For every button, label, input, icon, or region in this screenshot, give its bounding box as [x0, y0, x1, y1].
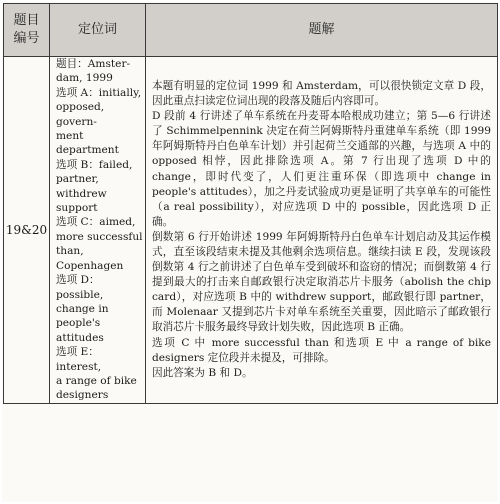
- keyword-line: than, Copenhagen: [56, 245, 124, 272]
- keyword-line: attitudes: [56, 331, 104, 344]
- explanation-paragraph: 本题有明显的定位词 1999 和 Amsterdam，可以很快锁定文章 D 段，因此重点扫读定位词出现的段落及随后内容即可。: [152, 79, 491, 108]
- keyword-line: change in people's: [56, 302, 109, 330]
- keywords-cell: [50, 57, 146, 404]
- explanation-paragraph: 选项 C 中 more successful than 和选项 E 中 a range of bike designers 定位段并未提及，可排除。: [152, 336, 491, 364]
- answer-analysis-table: [3, 3, 498, 404]
- keyword-line: 选项 D：possible,: [56, 274, 104, 301]
- explanation-paragraph: 因此答案为 B 和 D。: [152, 366, 253, 379]
- question-number-cell: 19&20: [4, 57, 50, 404]
- keyword-line: ment department: [56, 130, 119, 157]
- keyword-line: support: [56, 202, 98, 215]
- document-page: [2, 2, 498, 502]
- table-header-row: [4, 4, 498, 57]
- keyword-line: 选项 C：aimed,: [56, 216, 136, 229]
- keyword-line: 题目：Amster-: [56, 58, 131, 70]
- keyword-line: designers: [56, 389, 109, 402]
- keyword-line: more successful: [56, 230, 143, 243]
- explanation-paragraph: D 段前 4 行讲述了单车系统在丹麦哥本哈根成功建立；第 5—6 行讲述了 Schimmelpennink 决定在荷兰阿姆斯特丹重建单车系统（即 1999 年阿姆斯特丹白色单车计划）并引起荷兰交通部的兴趣，与选项 A 中的 opposed 相悖，因此排除选项 A。第 7 行出现了选项 D 中的 change，即时代变了，人们更注重环保（即选项中 change in people's attitudes），加之丹麦试验成功更是证明了共享单车的可能性（a real possibility），对应选项 D 中的 possible，因此选项 D 正确。: [152, 110, 491, 228]
- explanation-paragraph: 倒数第 6 行开始讲述 1999 年阿姆斯特丹白色单车计划启动及其运作模式，直至该段结束未提及其他剩余选项信息。继续扫读 E 段，发现该段倒数第 4 行之前讲述了白色单车受到破坏和盗窃的情况；而倒数第 4 行提到最大的打击来自邮政银行决定取消芯片卡服务（abolish the chip card），对应选项 B 中的 withdrew support，邮政银行即 partner，而 Molenaar 又提到芯片卡对单车系统至关重要，因此暗示了邮政银行取消芯片卡服务最终导致计划失败，因此选项 B 正确。: [152, 230, 491, 334]
- keyword-line: 选项 A：initially,: [56, 86, 142, 99]
- header-question-number-line1: 题目: [13, 13, 40, 28]
- header-keywords: 定位词: [50, 4, 146, 57]
- header-question-number-line2: 编号: [13, 31, 40, 46]
- keyword-line: 选项 E：interest,: [56, 346, 102, 373]
- keyword-line: 选项 B：failed,: [56, 158, 133, 171]
- keyword-line: partner, withdrew: [56, 173, 107, 200]
- keyword-line: opposed, govern-: [56, 101, 105, 128]
- keyword-line: dam, 1999: [56, 72, 113, 85]
- keyword-line: a range of bike: [56, 374, 137, 387]
- header-explanation: 题解: [146, 4, 498, 57]
- table-row: [4, 57, 498, 404]
- header-question-number: [4, 4, 50, 57]
- explanation-cell: [146, 57, 498, 404]
